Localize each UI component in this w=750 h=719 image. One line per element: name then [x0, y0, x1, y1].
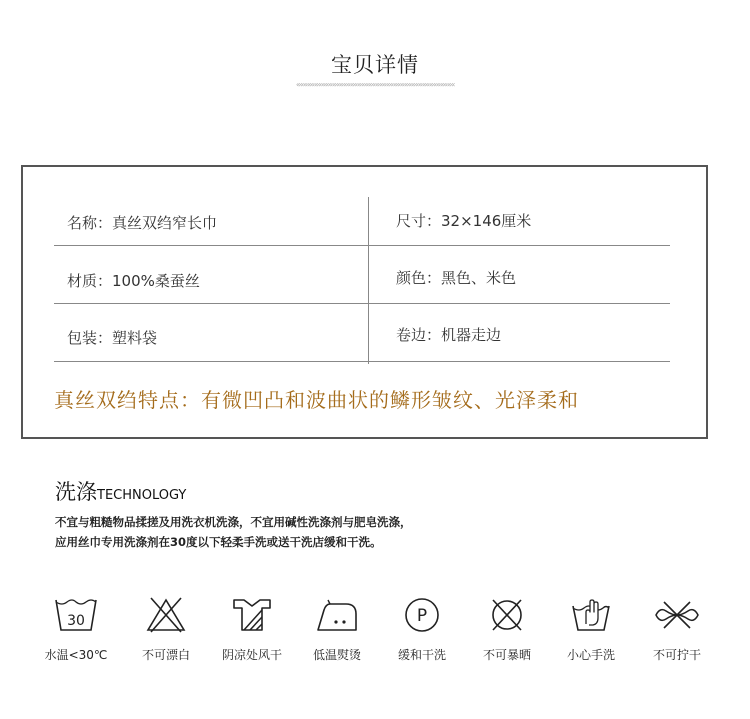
care-item-dry-clean	[377, 596, 467, 663]
spec-table	[21, 165, 708, 439]
care-item-wash-30	[31, 596, 121, 663]
low-iron-icon	[312, 596, 362, 634]
care-label-dry-clean: 缓和干洗	[397, 648, 446, 662]
page-title: 宝贝详情	[331, 53, 419, 77]
washing-instruction-1: 不宜与粗糙物品揉搓及用洗衣机洗涤，不宜用碱性洗涤剂与肥皂洗涤，	[55, 515, 412, 529]
care-item-shade-dry	[207, 596, 297, 663]
washing-instruction-2: 应用丝巾专用洗涤剂在30度以下轻柔手洗或送干洗店缓和干洗。	[55, 535, 382, 549]
no-wring-icon	[652, 596, 702, 634]
washing-title-en: TECHNOLOGY	[97, 488, 187, 503]
care-item-no-wring	[632, 596, 722, 663]
dry-clean-p-icon	[400, 596, 444, 634]
wash-30-icon	[54, 596, 98, 634]
spec-name: 名称：真丝双绉窄长巾	[67, 214, 218, 232]
care-label-low-iron: 低温熨烫	[312, 648, 361, 662]
dry-clean-letter: P	[416, 606, 428, 626]
washing-title-cn: 洗涤	[55, 480, 97, 504]
row-divider	[54, 361, 670, 362]
title-decoration: ««««««««««««««««««««««««««««««««««««««««««««	[295, 80, 455, 89]
column-divider	[368, 197, 369, 364]
feature-text: 真丝双绉特点：有微凹凸和波曲状的鳞形皱纹、光泽柔和	[54, 388, 579, 412]
wash-temp-text: 30	[67, 613, 85, 629]
care-label-hand-wash: 小心手洗	[566, 648, 615, 662]
spec-size: 尺寸：32×146厘米	[396, 212, 532, 230]
shade-dry-icon	[230, 596, 274, 634]
care-item-no-tumble-dry	[462, 596, 552, 663]
hand-wash-icon	[569, 596, 613, 634]
care-label-no-bleach: 不可漂白	[141, 648, 190, 662]
spec-material: 材质：100%桑蚕丝	[67, 272, 200, 290]
washing-heading	[55, 476, 186, 506]
spec-color: 颜色：黑色、米色	[396, 269, 517, 287]
no-tumble-dry-icon	[485, 596, 529, 634]
row-divider	[54, 303, 670, 304]
no-bleach-icon	[144, 596, 188, 634]
care-item-no-bleach	[121, 596, 211, 663]
care-label-shade-dry: 阴凉处风干	[221, 648, 282, 662]
care-item-low-iron	[292, 596, 382, 663]
spec-hem: 卷边：机器走边	[396, 326, 502, 344]
care-label-wash-30: 水温<30℃	[44, 648, 108, 662]
spec-packaging: 包装：塑料袋	[67, 329, 158, 347]
row-divider	[54, 245, 670, 246]
care-label-no-wring: 不可拧干	[652, 648, 701, 662]
care-item-hand-wash	[546, 596, 636, 663]
care-label-no-tumble-dry: 不可暴晒	[482, 648, 531, 662]
